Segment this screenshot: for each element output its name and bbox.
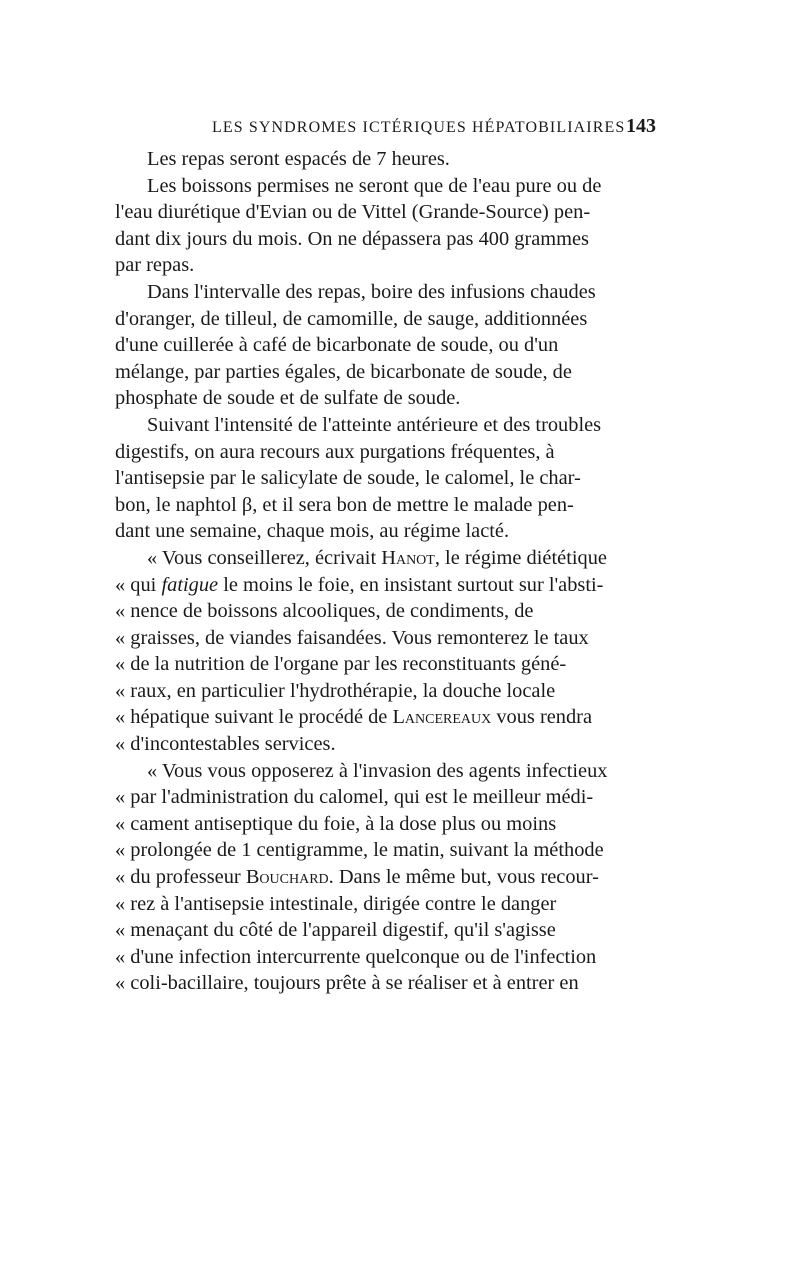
text-line: dant une semaine, chaque mois, au régime lacté. xyxy=(115,520,510,543)
page-number: 143 xyxy=(626,115,656,137)
text-segment: , le régime diététique xyxy=(434,546,607,569)
text-line: digestifs, on aura recours aux purgations fréquentes, à xyxy=(115,440,555,463)
text-segment: « hépatique suivant le procédé de xyxy=(115,706,393,729)
text-line: Suivant l'intensité de l'atteinte antérieure et des troubles xyxy=(147,413,602,436)
text-line xyxy=(115,864,670,891)
text-line xyxy=(115,704,670,731)
text-line: d'une cuillerée à café de bicarbonate de soude, ou d'un xyxy=(115,334,559,357)
running-title: LES SYNDROMES ICTÉRIQUES HÉPATOBILIAIRES xyxy=(212,119,626,136)
text-line: « cament antiseptique du foie, à la dose plus ou moins xyxy=(115,812,557,835)
text-segment: « Vous conseillerez, écrivait xyxy=(147,546,382,569)
text-segment: . Dans le même but, vous recour- xyxy=(328,866,599,889)
page-header xyxy=(212,115,656,145)
text-line: « de la nutrition de l'organe par les reconstituants géné- xyxy=(115,653,567,676)
author-name: Lancereaux xyxy=(392,706,492,729)
text-line: d'oranger, de tilleul, de camomille, de sauge, additionnées xyxy=(115,307,588,330)
text-line: Dans l'intervalle des repas, boire des infusions chaudes xyxy=(147,280,596,303)
author-name: Hanot xyxy=(381,546,435,569)
text-line: « Vous vous opposerez à l'invasion des agents infectieux xyxy=(147,759,608,782)
author-name: Bouchard xyxy=(245,866,329,889)
text-line: « rez à l'antisepsie intestinale, dirigée contre le danger xyxy=(115,892,557,915)
text-line: « nence de boissons alcooliques, de condiments, de xyxy=(115,600,534,623)
text-line: Les boissons permises ne seront que de l'eau pure ou de xyxy=(147,174,602,197)
text-line: phosphate de soude et de sulfate de soude. xyxy=(115,387,461,410)
text-segment: le moins le foie, en insistant surtout sur l'absti- xyxy=(218,573,604,596)
text-segment: vous rendra xyxy=(491,706,593,729)
text-line: par repas. xyxy=(115,254,195,277)
emphasis-text: fatigue xyxy=(161,573,219,596)
text-line: « prolongée de 1 centigramme, le matin, suivant la méthode xyxy=(115,839,604,862)
text-line: « raux, en particulier l'hydrothérapie, la douche locale xyxy=(115,679,556,702)
text-line: l'eau diurétique d'Evian ou de Vittel (Grande-Source) pen- xyxy=(115,201,591,224)
text-line: « d'une infection intercurrente quelconque ou de l'infection xyxy=(115,945,597,968)
text-line xyxy=(115,572,670,599)
text-line: dant dix jours du mois. On ne dépassera pas 400 grammes xyxy=(115,227,589,250)
text-segment: « du professeur xyxy=(115,866,246,889)
text-line: l'antisepsie par le salicylate de soude, le calomel, le char- xyxy=(115,467,581,490)
text-segment: « qui xyxy=(115,573,162,596)
text-line: « coli-bacillaire, toujours prête à se réaliser et à entrer en xyxy=(115,972,579,995)
text-line: « graisses, de viandes faisandées. Vous remonterez le taux xyxy=(115,626,589,649)
text-line xyxy=(115,545,670,572)
text-line: « menaçant du côté de l'appareil digestif, qu'il s'agisse xyxy=(115,919,556,942)
text-line: « d'incontestables services. xyxy=(115,733,336,756)
text-line: « par l'administration du calomel, qui est le meilleur médi- xyxy=(115,786,594,809)
text-line: bon, le naphtol β, et il sera bon de mettre le malade pen- xyxy=(115,493,574,516)
body-text xyxy=(115,146,670,997)
text-line: mélange, par parties égales, de bicarbonate de soude, de xyxy=(115,360,572,383)
text-line: Les repas seront espacés de 7 heures. xyxy=(147,148,450,170)
